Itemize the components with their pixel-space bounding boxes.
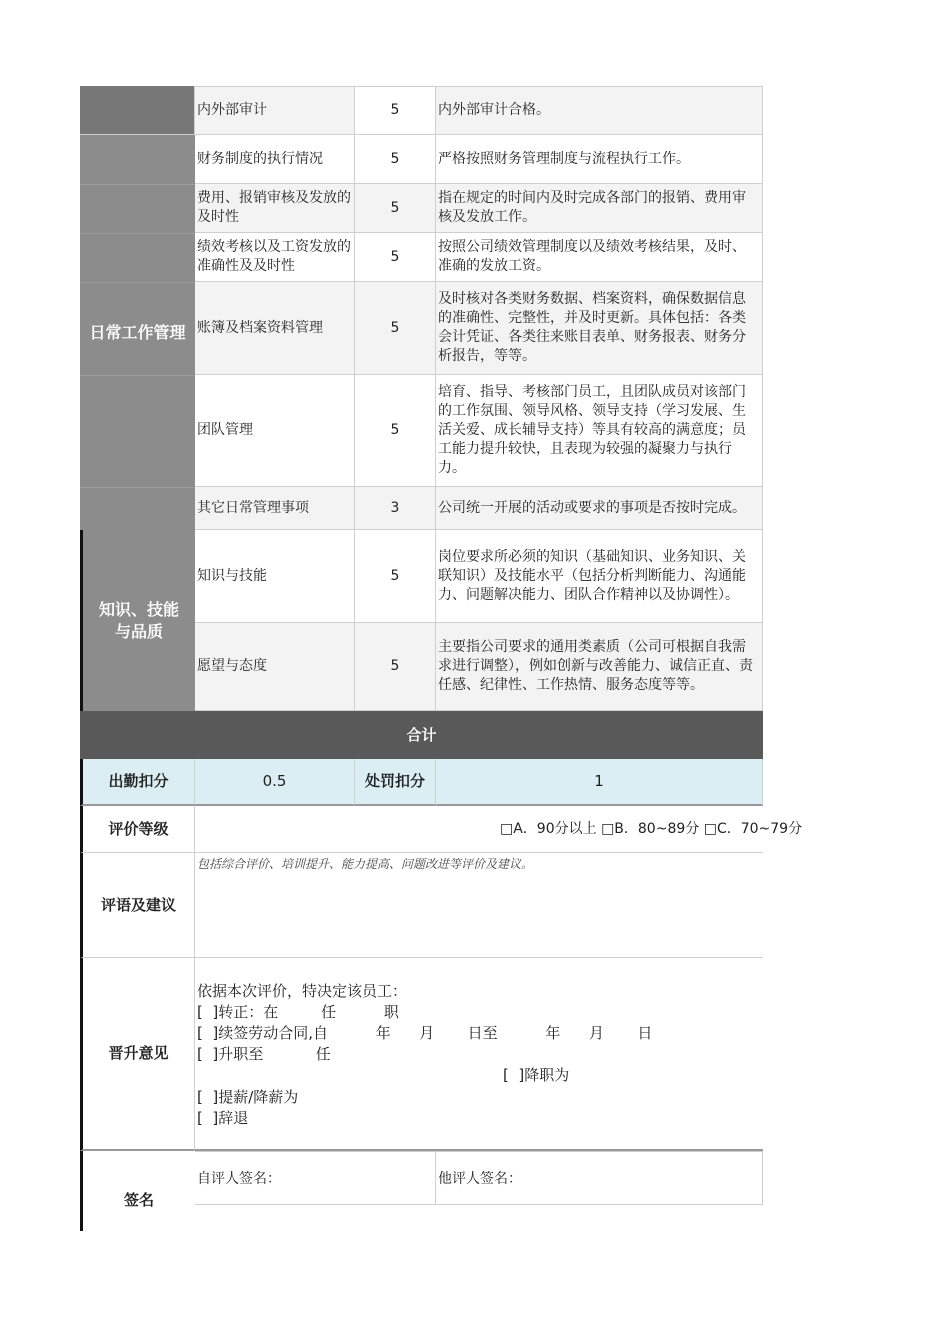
desc-cell: 培育、指导、考核部门员工，且团队成员对该部门的工作氛围、领导风格、领导支持（学习发展、生活关爱、成长辅导支持）等具有较高的满意度；员工能力提升较快，且表现为较强的凝聚力与执行力。 (436, 375, 763, 487)
promotion-label: 晋升意见 (80, 958, 195, 1151)
comments-label: 评语及建议 (80, 853, 195, 958)
score-cell: 5 (355, 375, 436, 487)
promotion-line: [ ]降职为 (503, 1066, 570, 1084)
promotion-line: [ ]提薪/降薪为 (197, 1088, 299, 1106)
promotion-line: 依据本次评价，特决定该员工： (197, 982, 408, 1000)
category-separator (80, 282, 195, 283)
signature-label-cell (80, 1151, 195, 1231)
total-bar (80, 711, 763, 759)
item-cell: 费用、报销审核及发放的及时性 (195, 184, 355, 233)
desc-cell: 按照公司绩效管理制度以及绩效考核结果，及时、准确的发放工资。 (436, 233, 763, 282)
score-cell: 5 (355, 233, 436, 282)
grade-options[interactable] (195, 806, 803, 853)
category-separator (80, 375, 195, 376)
category-daily-label: 日常工作管理 (89, 322, 186, 342)
evaluation-sheet (80, 86, 803, 1209)
penalty-deduction-label: 处罚扣分 (355, 759, 436, 806)
promotion-line: [ ]续签劳动合同,自 年 月 日至 年 月 日 (197, 1024, 653, 1042)
item-cell: 其它日常管理事项 (195, 487, 355, 530)
item-cell: 财务制度的执行情况 (195, 135, 355, 184)
desc-cell: 岗位要求所必须的知识（基础知识、业务知识、关联知识）及技能水平（包括分析判断能力、沟通能力、问题解决能力、团队合作精神以及协调性）。 (436, 530, 763, 623)
category-separator (80, 184, 195, 185)
desc-cell: 主要指公司要求的通用类素质（公司可根据自我需求进行调整），例如创新与改善能力、诚信正直、责任感、纪律性、工作热情、服务态度等等。 (436, 623, 763, 711)
score-cell: 5 (355, 86, 436, 135)
item-cell: 绩效考核以及工资发放的准确性及及时性 (195, 233, 355, 282)
promotion-field[interactable] (195, 958, 763, 1151)
score-cell: 3 (355, 487, 436, 530)
category-daily-work (80, 135, 195, 530)
promotion-line: [ ]转正：在 任 职 (197, 1003, 399, 1021)
item-cell: 内外部审计 (195, 86, 355, 135)
desc-cell: 严格按照财务管理制度与流程执行工作。 (436, 135, 763, 184)
desc-cell: 指在规定的时间内及时完成各部门的报销、费用审核及发放工作。 (436, 184, 763, 233)
category-knowledge (80, 530, 195, 711)
signature-label: 签名 (123, 1191, 154, 1209)
score-cell: 5 (355, 530, 436, 623)
self-signature-field[interactable]: 自评人签名： (195, 1151, 436, 1205)
grade-label: 评价等级 (80, 806, 195, 853)
comments-hint: 包括综合评价、培训提升、能力提高、问题改进等评价及建议。 (197, 857, 534, 871)
item-cell: 账簿及档案资料管理 (195, 282, 355, 375)
item-cell: 愿望与态度 (195, 623, 355, 711)
category-separator (80, 487, 195, 488)
total-label: 合计 (406, 725, 437, 744)
attendance-deduction-value[interactable]: 0.5 (195, 759, 355, 806)
category-knowledge-label: 知识、技能与品质 (98, 599, 179, 641)
comments-field[interactable] (195, 853, 763, 958)
desc-cell: 内外部审计合格。 (436, 86, 763, 135)
penalty-deduction-value[interactable]: 1 (436, 759, 763, 806)
desc-cell: 公司统一开展的活动或要求的事项是否按时完成。 (436, 487, 763, 530)
item-cell: 知识与技能 (195, 530, 355, 623)
promotion-line: [ ]辞退 (197, 1109, 249, 1127)
desc-cell: 及时核对各类财务数据、档案资料，确保数据信息的准确性、完整性，并及时更新。具体包括：各类会计凭证、各类往来账目表单、财务报表、财务分析报告，等等。 (436, 282, 763, 375)
attendance-deduction-label: 出勤扣分 (80, 759, 195, 806)
score-cell: 5 (355, 282, 436, 375)
category-cell-top (80, 86, 195, 135)
score-cell: 5 (355, 623, 436, 711)
score-cell: 5 (355, 135, 436, 184)
grade-options-text: □A．90分以上 □B．80~89分 □C．70~79分 (500, 820, 803, 837)
score-cell: 5 (355, 184, 436, 233)
category-separator (80, 233, 195, 234)
other-signature-field[interactable]: 他评人签名： (436, 1151, 763, 1205)
item-cell: 团队管理 (195, 375, 355, 487)
promotion-line: [ ]升职至 任 (197, 1045, 331, 1063)
